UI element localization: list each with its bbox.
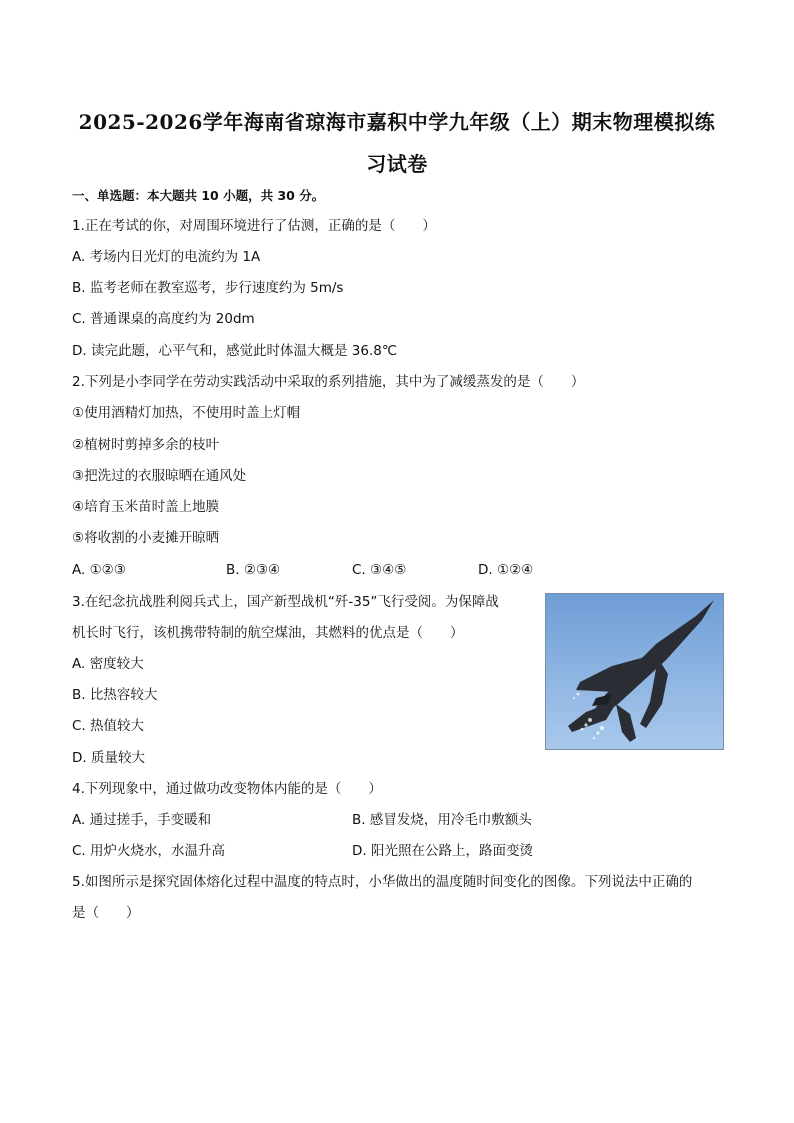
question-2-item-2: ②植树时剪掉多余的枝叶 [72,437,220,453]
question-3-option-c: C. 热值较大 [72,718,145,734]
question-1-option-c: C. 普通课桌的高度约为 20dm [72,311,255,327]
fighter-jet-photo [545,593,724,750]
question-3-option-b: B. 比热容较大 [72,687,158,703]
question-2-option-b: B. ②③④ [226,562,281,578]
exam-title-line-2: 习试卷 [366,152,428,176]
question-2-option-d: D. ①②④ [478,562,534,578]
question-2-options-row [72,561,672,579]
question-2-stem: 2.下列是小李同学在劳动实践活动中采取的系列措施，其中为了减缓蒸发的是（ ） [72,374,585,390]
section-header: 一、单选题：本大题共 10 小题，共 30 分。 [72,188,325,203]
question-4-option-d: D. 阳光照在公路上，路面变烫 [352,843,533,859]
question-1-option-d: D. 读完此题，心平气和，感觉此时体温大概是 36.8℃ [72,343,397,359]
question-4-option-a: A. 通过搓手，手变暖和 [72,812,212,828]
question-2-item-1: ①使用酒精灯加热，不使用时盖上灯帽 [72,405,301,421]
question-2-option-c: C. ③④⑤ [352,562,407,578]
question-2-option-a: A. ①②③ [72,562,126,578]
question-1-option-a: A. 考场内日光灯的电流约为 1A [72,249,261,265]
question-4-stem: 4.下列现象中，通过做功改变物体内能的是（ ） [72,781,382,797]
question-3-stem-line-2: 机长时飞行，该机携带特制的航空煤油，其燃料的优点是（ ） [72,625,464,641]
question-2-item-4: ④培育玉米苗时盖上地膜 [72,499,220,515]
question-5-stem-line-1: 5.如图所示是探究固体熔化过程中温度的特点时，小华做出的温度随时间变化的图像。下列说法中正确的 [72,874,693,890]
question-4-option-c: C. 用炉火烧水，水温升高 [72,843,226,859]
question-5-stem-line-2: 是（ ） [72,905,140,921]
question-4-options-row-1 [72,811,672,829]
exam-title-line-1: 2025-2026学年海南省琼海市嘉积中学九年级（上）期末物理模拟练 [78,110,716,134]
question-3-option-d: D. 质量较大 [72,750,145,766]
question-4-option-b: B. 感冒发烧，用冷毛巾敷额头 [352,812,532,828]
question-3-option-a: A. 密度较大 [72,656,144,672]
question-2-item-5: ⑤将收割的小麦摊开晾晒 [72,530,220,546]
question-1-option-b: B. 监考老师在教室巡考，步行速度约为 5m/s [72,280,344,296]
question-2-item-3: ③把洗过的衣服晾晒在通风处 [72,468,247,484]
question-1-stem: 1.正在考试的你，对周围环境进行了估测，正确的是（ ） [72,218,436,234]
question-4-options-row-2 [72,842,672,860]
question-3-stem-line-1: 3.在纪念抗战胜利阅兵式上，国产新型战机“歼-35”飞行受阅。为保障战 [72,594,499,610]
